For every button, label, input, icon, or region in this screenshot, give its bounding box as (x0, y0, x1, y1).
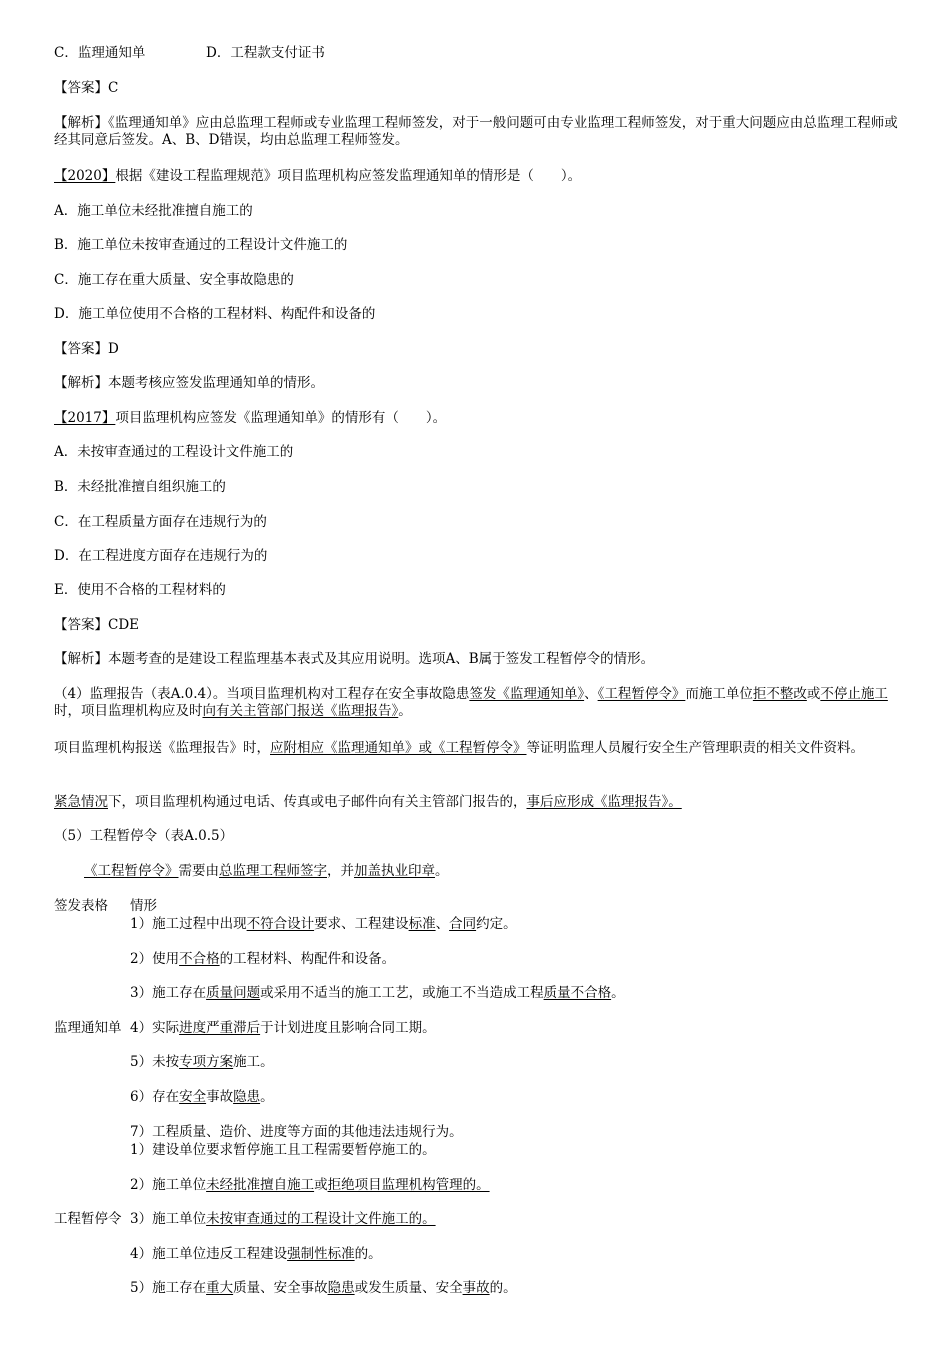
question-stem: 项目监理机构应签发《监理通知单》的情形有（ ）。 (115, 410, 447, 426)
stop-order-paragraph (84, 863, 449, 880)
text: 6）存在 (130, 1089, 180, 1105)
answer: 【答案】D (54, 341, 119, 357)
text: 于计划进度且影响合同工期。 (260, 1020, 436, 1036)
text: 或 (806, 686, 821, 702)
text: 施工。 (233, 1054, 274, 1070)
option-d: D．施工单位使用不合格的工程材料、构配件和设备的 (54, 306, 376, 322)
stop-row (130, 1177, 490, 1194)
option-e: E．使用不合格的工程材料的 (54, 582, 226, 598)
text: 4）施工单位违反工程建设 (130, 1246, 288, 1262)
underline: 专项方案 (179, 1054, 234, 1070)
report-attachment-paragraph (54, 740, 899, 757)
analysis: 【解析】本题考核应签发监理通知单的情形。 (54, 375, 324, 391)
text: 2）施工单位 (130, 1177, 207, 1193)
option-c: C．监理通知单 (54, 45, 146, 61)
text: 、 (435, 916, 450, 932)
text: 等证明监理人员履行安全生产管理职责的相关文件资料。 (526, 740, 864, 756)
underline: 未经批准擅自施工 (206, 1177, 315, 1193)
text: 的。 (489, 1280, 517, 1296)
underline: 质量不合格 (543, 985, 612, 1001)
underline: 标准 (408, 916, 436, 932)
year-tag: 【2020】 (54, 168, 116, 184)
text: 或采用不适当的施工工艺，或施工不当造成工程 (260, 985, 544, 1001)
text: 下，项目监理机构通过电话、传真或电子邮件向有关主管部门报告的， (108, 794, 527, 810)
stop-row (130, 1246, 382, 1263)
underline: 不合格 (179, 951, 220, 967)
underline: 应附相应《监理通知单》或《工程暂停令》 (270, 740, 527, 756)
text: 。 (398, 703, 412, 719)
underline: 合同 (449, 916, 477, 932)
option-c: C．在工程质量方面存在违规行为的 (54, 514, 267, 530)
stop-row (130, 1142, 436, 1159)
underline: 拒不整改 (752, 686, 807, 702)
underline: 事后应形成《监理报告》。 (526, 794, 682, 810)
text: 事故 (206, 1089, 234, 1105)
analysis: 【解析】《监理通知单》应由总监理工程师或专业监理工程师签发，对于一般问题可由专业监理工程师签发，对于重大问题应由总监理工程师或经其同意后签发。A、B、D错误，均由总监理工程师签发。 (54, 115, 898, 148)
option-a: A．未按审查通过的工程设计文件施工的 (54, 444, 294, 460)
underline: 隐患 (233, 1089, 261, 1105)
text: 7）工程质量、造价、进度等方面的其他违法违规行为。 (130, 1124, 463, 1140)
answer: 【答案】C (54, 80, 119, 96)
notice-row (130, 1054, 274, 1071)
stop-row (130, 1211, 436, 1228)
text: 。 (611, 985, 625, 1001)
underline: 《工程暂停令》 (84, 863, 179, 879)
option-c: C．施工存在重大质量、安全事故隐患的 (54, 272, 294, 288)
text: 1）施工过程中出现 (130, 916, 247, 932)
text: 4）实际 (130, 1020, 180, 1036)
question-stem: 根据《建设工程监理规范》项目监理机构应签发监理通知单的情形是（ ）。 (115, 168, 582, 184)
text: 约定。 (476, 916, 517, 932)
notice-row (130, 1089, 274, 1106)
text: 3）施工存在 (130, 985, 207, 1001)
text: 质量、安全事故 (233, 1280, 328, 1296)
underline: 重大 (206, 1280, 234, 1296)
text: 5）施工存在 (130, 1280, 207, 1296)
underline: 紧急情况 (54, 794, 108, 810)
answer: 【答案】CDE (54, 617, 140, 633)
notice-row (130, 1124, 463, 1141)
text: 的工程材料、构配件和设备。 (219, 951, 396, 967)
year-tag: 【2017】 (54, 410, 116, 426)
text: 项目监理机构报送《监理报告》时， (54, 740, 270, 756)
underline: 不停止施工 (820, 686, 888, 702)
option-a: A．施工单位未经批准擅自施工的 (54, 203, 253, 219)
underline: 不符合设计 (246, 916, 315, 932)
notice-row (130, 916, 517, 933)
underline: 事故 (462, 1280, 490, 1296)
text: 2）使用 (130, 951, 180, 967)
text: 要求、工程建设 (314, 916, 409, 932)
underline: 未按审查通过的工程设计文件施工的。 (206, 1211, 436, 1227)
notice-label: 监理通知单 (54, 1020, 122, 1036)
stop-row (130, 1280, 517, 1297)
text: 或发生质量、安全 (354, 1280, 463, 1296)
report-paragraph (54, 686, 899, 720)
underline: 质量问题 (206, 985, 261, 1001)
underline: 进度严重滞后 (179, 1020, 261, 1036)
underline: 加盖执业印章 (354, 863, 435, 879)
text: 时，项目监理机构应及时 (54, 703, 203, 719)
underline: 签发《监理通知单》 (469, 686, 585, 702)
table-header-situation: 情形 (130, 898, 157, 914)
text: 需要由 (178, 863, 219, 879)
notice-row (130, 1020, 436, 1037)
option-b: B．未经批准擅自组织施工的 (54, 479, 226, 495)
underline: 隐患 (327, 1280, 355, 1296)
underline: 总监理工程师签字 (219, 863, 327, 879)
option-d: D．工程款支付证书 (206, 45, 325, 61)
notice-row (130, 985, 625, 1002)
text: ，并 (327, 863, 354, 879)
text: 1）建设单位要求暂停施工且工程需要暂停施工的。 (130, 1142, 436, 1158)
underline: 向有关主管部门报送《监理报告》 (202, 703, 399, 719)
stop-order-heading: （5）工程暂停令（表A.0.5） (54, 828, 234, 844)
text: 或 (314, 1177, 328, 1193)
text: 5）未按 (130, 1054, 180, 1070)
text: 的。 (354, 1246, 382, 1262)
question-2017 (54, 410, 446, 427)
underline: 拒绝项目监理机构管理的。 (327, 1177, 490, 1193)
option-d: D．在工程进度方面存在违规行为的 (54, 548, 268, 564)
emergency-paragraph (54, 794, 682, 811)
underline: 《工程暂停令》 (597, 686, 686, 702)
text: 、 (584, 686, 598, 702)
text: （4）监理报告（表A.0.4）。当项目监理机构对工程存在安全事故隐患 (54, 686, 470, 702)
text: 3）施工单位 (130, 1211, 207, 1227)
underline: 强制性标准 (287, 1246, 355, 1262)
analysis: 【解析】本题考查的是建设工程监理基本表式及其应用说明。选项A、B属于签发工程暂停令的情形。 (54, 651, 655, 667)
table-header-form: 签发表格 (54, 898, 108, 914)
text: 。 (260, 1089, 274, 1105)
option-b: B．施工单位未按审查通过的工程设计文件施工的 (54, 237, 348, 253)
stop-label: 工程暂停令 (54, 1211, 122, 1227)
question-2020 (54, 168, 581, 185)
text: 。 (435, 863, 449, 879)
notice-row (130, 951, 395, 968)
text: 而施工单位 (685, 686, 753, 702)
underline: 安全 (179, 1089, 207, 1105)
